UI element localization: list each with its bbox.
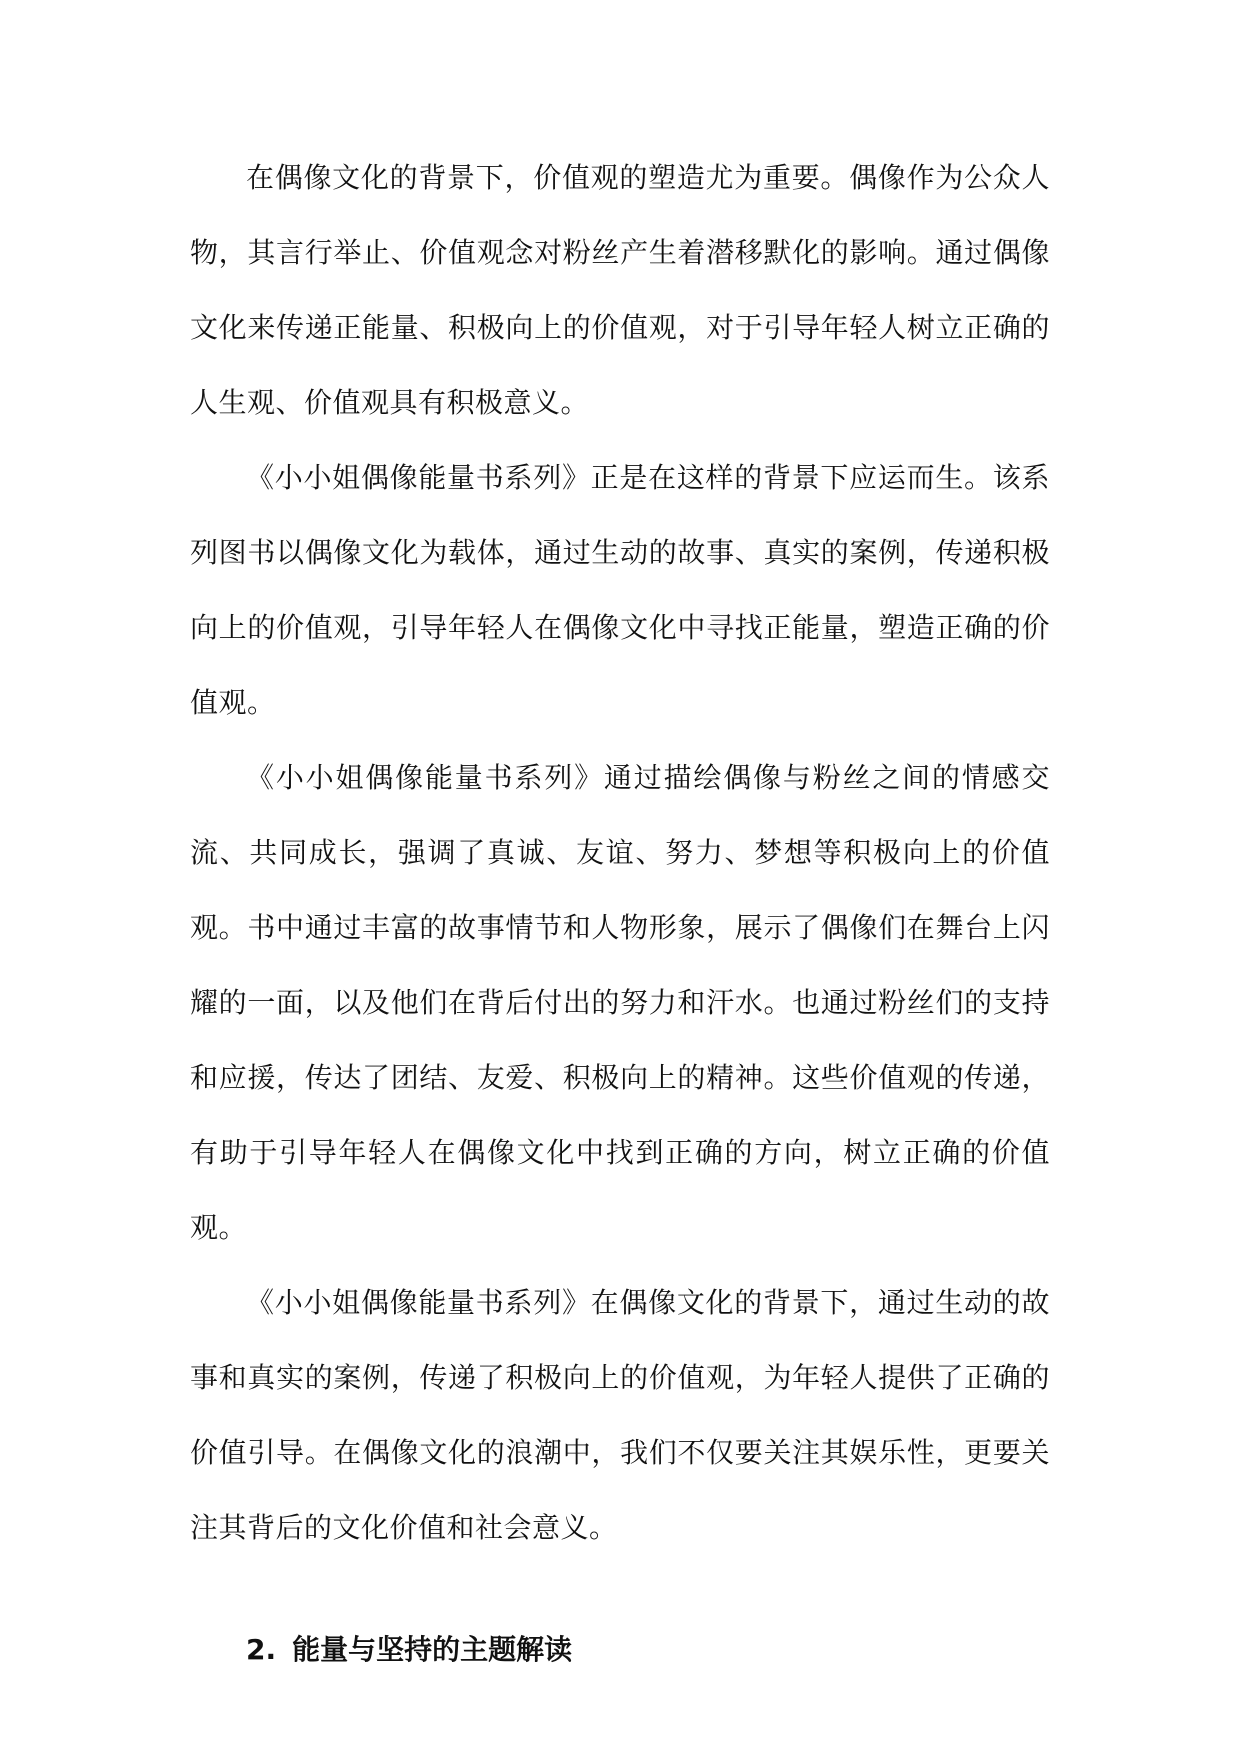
document-body: [190, 140, 1050, 1680]
section-heading: [190, 1620, 1050, 1680]
paragraph-4: 《小小姐偶像能量书系列》在偶像文化的背景下，通过生动的故事和真实的案例，传递了积极向上的价值观，为年轻人提供了正确的价值引导。在偶像文化的浪潮中，我们不仅要关注其娱乐性，更要关注其背后的文化价值和社会意义。: [190, 1286, 1050, 1544]
section-title: 能量与坚持的主题解读: [292, 1633, 573, 1666]
paragraph-2: 《小小姐偶像能量书系列》正是在这样的背景下应运而生。该系列图书以偶像文化为载体，通过生动的故事、真实的案例，传递积极向上的价值观，引导年轻人在偶像文化中寻找正能量，塑造正确的价值观。: [190, 461, 1050, 719]
paragraph-3: 《小小姐偶像能量书系列》通过描绘偶像与粉丝之间的情感交流、共同成长，强调了真诚、友谊、努力、梦想等积极向上的价值观。书中通过丰富的故事情节和人物形象，展示了偶像们在舞台上闪耀的一面，以及他们在背后付出的努力和汗水。也通过粉丝们的支持和应援，传达了团结、友爱、积极向上的精神。这些价值观的传递，有助于引导年轻人在偶像文化中找到正确的方向，树立正确的价值观。: [190, 761, 1050, 1244]
section-number: 2.: [246, 1633, 277, 1666]
paragraph-1: 在偶像文化的背景下，价值观的塑造尤为重要。偶像作为公众人物，其言行举止、价值观念对粉丝产生着潜移默化的影响。通过偶像文化来传递正能量、积极向上的价值观，对于引导年轻人树立正确的人生观、价值观具有积极意义。: [190, 161, 1050, 419]
